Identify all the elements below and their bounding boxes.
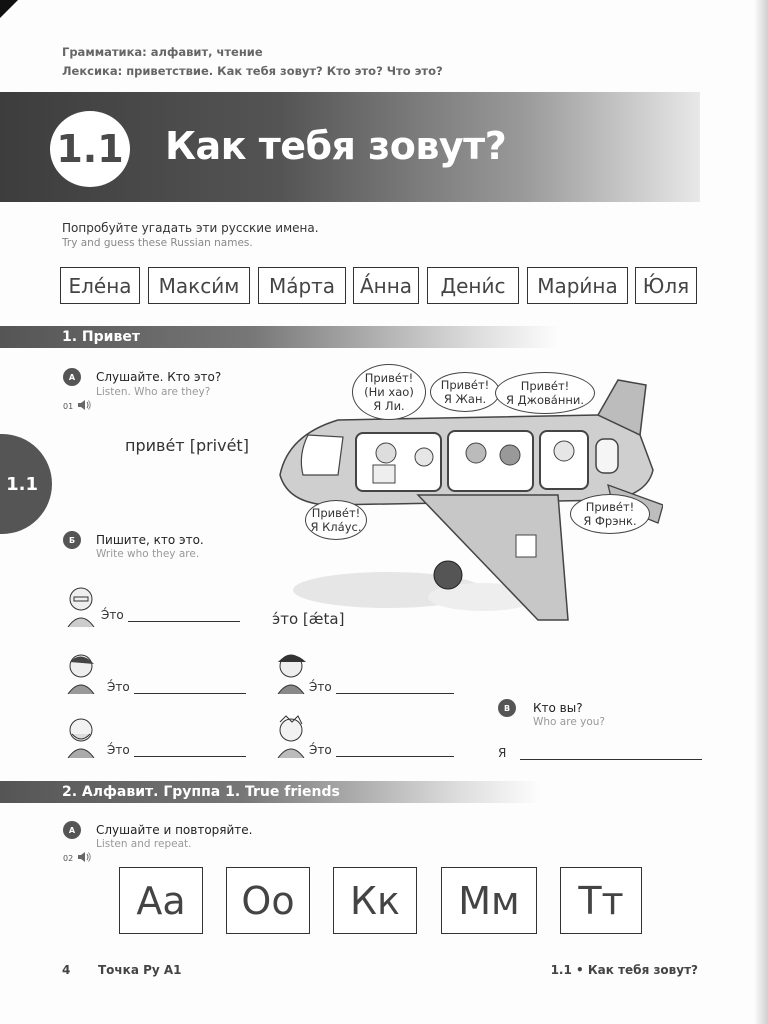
task-c-instruction-ru: Кто вы?	[533, 701, 583, 715]
face-icon	[62, 583, 100, 627]
chapter-number-badge: 1.1	[50, 111, 130, 187]
chapter-footer: 1.1 • Как тебя зовут?	[550, 963, 698, 977]
speech-bubble-li	[352, 364, 426, 420]
chapter-title: Как тебя зовут?	[165, 124, 507, 168]
name-box: Ма́рта	[258, 267, 346, 304]
name-box: Ю́ля	[635, 267, 697, 304]
audio-track-01[interactable]	[63, 397, 91, 416]
name-box: Дени́с	[427, 267, 519, 304]
letter-card: Мм	[441, 867, 537, 934]
book-title: Точка Ру А1	[98, 963, 182, 977]
bubble-line: Приве́т!	[311, 506, 361, 520]
answer-blank[interactable]	[134, 745, 246, 757]
page-edge-shadow	[754, 0, 768, 1024]
answer-blank[interactable]	[336, 682, 454, 694]
task-a-instruction-ru: Слушайте. Кто это?	[96, 370, 222, 384]
self-answer-line[interactable]	[498, 746, 702, 760]
bubble-line: (Ни хао)	[364, 385, 414, 399]
task-a-badge: A	[63, 368, 81, 386]
speech-bubble-frenk	[570, 494, 650, 534]
section-1-header: 1. Привет	[0, 326, 560, 348]
task-2a-badge: A	[63, 821, 81, 839]
answer-line-4[interactable]	[107, 743, 246, 757]
answer-line-2[interactable]	[107, 680, 246, 694]
task-c-badge: В	[498, 699, 516, 717]
name-box: Еле́на	[60, 267, 140, 304]
face-icon	[272, 714, 310, 758]
face-icon	[62, 650, 100, 694]
audio-track-02[interactable]	[63, 849, 91, 868]
answer-line-1[interactable]	[101, 608, 240, 622]
speech-bubble-dzhovanni	[495, 372, 595, 414]
letter-card: Кк	[333, 867, 417, 934]
task-b-badge: Б	[63, 531, 81, 549]
page-corner	[0, 0, 18, 18]
ya-label: Я	[498, 746, 507, 760]
bubble-line: Я Ли.	[373, 399, 405, 413]
task-a-instruction-en: Listen. Who are they?	[96, 386, 211, 398]
vocabulary-line: Лексика: приветствие. Как тебя зовут? Кто это? Что это?	[62, 64, 443, 78]
track-number: 01	[63, 402, 74, 411]
eto-label: Э́то	[309, 743, 332, 757]
eto-label: Э́то	[107, 680, 130, 694]
grammar-line: Грамматика: алфавит, чтение	[62, 45, 263, 59]
letter-card: Тт	[560, 867, 642, 934]
name-box: Мари́на	[527, 267, 628, 304]
task-b-instruction-ru: Пишите, кто это.	[96, 533, 204, 547]
task-c-instruction-en: Who are you?	[533, 716, 605, 728]
answer-line-3[interactable]	[309, 680, 454, 694]
answer-blank[interactable]	[134, 682, 246, 694]
names-row	[60, 267, 700, 305]
bubble-line: Приве́т!	[364, 371, 414, 385]
letter-card: Оо	[226, 867, 310, 934]
chapter-side-tab: 1.1	[0, 434, 52, 534]
section-2-header: 2. Алфавит. Группа 1. True friends	[0, 781, 540, 803]
intro-instruction-ru: Попробуйте угадать эти русские имена.	[62, 221, 319, 235]
intro-instruction-en: Try and guess these Russian names.	[62, 237, 253, 249]
name-box: А́нна	[353, 267, 419, 304]
answer-line-5[interactable]	[309, 743, 454, 757]
name-box: Макси́м	[148, 267, 250, 304]
bubble-line: Я Джова́нни.	[505, 393, 585, 407]
task-b-instruction-en: Write who they are.	[96, 548, 200, 560]
eto-label: Э́то	[309, 680, 332, 694]
bubble-line: Приве́т!	[520, 379, 570, 393]
speech-bubble-zhan	[430, 372, 500, 412]
eto-label: Э́то	[101, 608, 124, 622]
face-icon	[62, 714, 100, 758]
privet-transcription: приве́т [privét]	[125, 436, 249, 455]
page-number: 4	[62, 963, 71, 977]
track-number: 02	[63, 854, 74, 863]
speaker-icon	[75, 849, 91, 868]
bubble-line: Я Жан.	[443, 392, 487, 406]
answer-blank[interactable]	[520, 748, 702, 760]
answer-blank[interactable]	[128, 610, 240, 622]
bubble-line: Я Кла́ус.	[310, 520, 362, 534]
letter-card: Аа	[119, 867, 203, 934]
answer-blank[interactable]	[336, 745, 454, 757]
bubble-line: Приве́т!	[440, 378, 490, 392]
eto-label: Э́то	[107, 743, 130, 757]
bubble-line: Приве́т!	[585, 500, 635, 514]
bubble-line: Я Фрэнк.	[583, 514, 637, 528]
eto-transcription: э́то [ǽta]	[272, 610, 345, 628]
task-2a-instruction-ru: Слушайте и повторяйте.	[96, 823, 253, 837]
speech-bubble-klaus	[305, 500, 367, 540]
task-2a-instruction-en: Listen and repeat.	[96, 838, 192, 850]
speaker-icon	[75, 397, 91, 416]
face-icon	[272, 650, 310, 694]
